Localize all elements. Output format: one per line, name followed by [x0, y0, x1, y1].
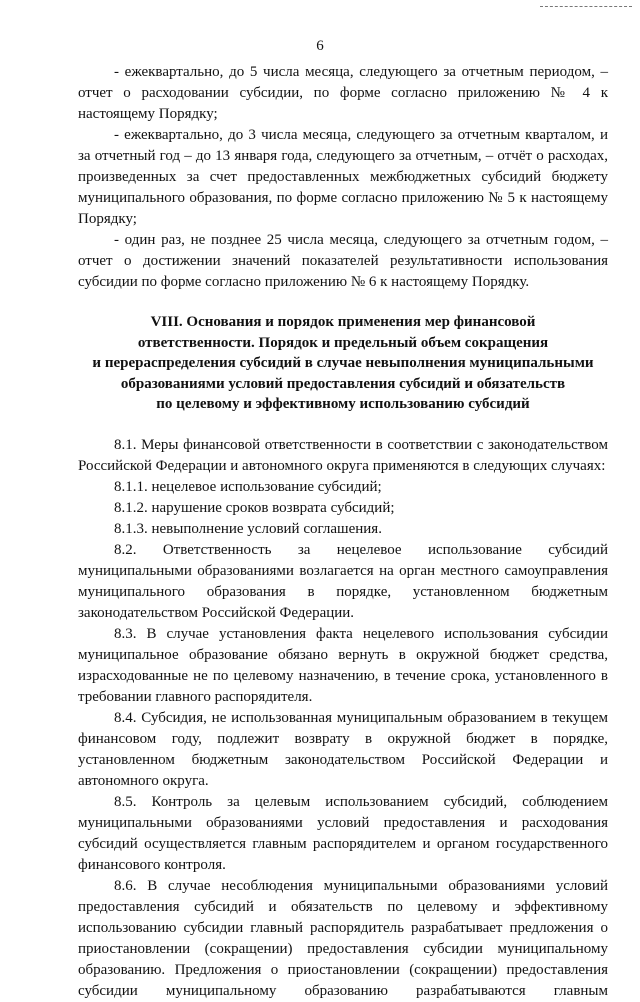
section-heading-line: по целевому и эффективному использованию субсидий	[156, 396, 530, 412]
section-heading-line: и перераспределения субсидий в случае невыполнения муниципальными	[92, 355, 594, 371]
paragraph-8-2: 8.2. Ответственность за нецелевое использование субсидий муниципальными образованиями возлагается на орган местного самоуправления муниципального образования в порядке, установленном бюджетным законодательством Российской Федерации.	[78, 541, 608, 621]
paragraph-8-1-3: 8.1.3. невыполнение условий соглашения.	[114, 520, 382, 537]
list-item-quarterly-5th: - ежеквартально, до 5 числа месяца, следующего за отчетным периодом, – отчет о расходовании субсидии, по форме согласно приложению № 4 к настоящему Порядку;	[78, 64, 608, 122]
paragraph-8-1-2: 8.1.2. нарушение сроков возврата субсидий;	[114, 499, 395, 516]
section-heading	[78, 312, 608, 415]
section-heading-line: VIII. Основания и порядок применения мер финансовой	[150, 314, 536, 330]
list-item-quarterly-3rd: - ежеквартально, до 3 числа месяца, следующего за отчетным кварталом, и за отчетный год – до 13 января года, следующего за отчетным, – отчёт о расходах, произведенных за счет предоставленных межбюджетных субсидий бюджету муниципального образования, по форме согласно приложению № 5 к настоящему Порядку;	[78, 127, 608, 227]
paragraph-8-5: 8.5. Контроль за целевым использованием субсидий, соблюдением муниципальными образованиями условий предоставления и расходования субсидий осуществляется главным распорядителем и органом государственного финансового контроля.	[78, 793, 608, 873]
section-heading-line: образованиями условий предоставления субсидий и обязательств	[120, 375, 566, 392]
top-edge-rule	[540, 6, 632, 7]
page-number: 6	[316, 38, 324, 54]
section-heading-line: ответственности. Порядок и предельный объем сокращения	[137, 334, 549, 351]
paragraph-8-4: 8.4. Субсидия, не использованная муниципальным образованием в текущем финансовом году, подлежит возврату в окружной бюджет в порядке, установленном бюджетным законодательством Российской Федерации и автономного округа.	[78, 709, 608, 789]
paragraph-8-1: 8.1. Меры финансовой ответственности в соответствии с законодательством Российской Федерации и автономного округа применяются в следующих случаях:	[78, 436, 608, 474]
list-item-annual-25th: - один раз, не позднее 25 числа месяца, следующего за отчетным годом, – отчет о достижении значений показателей результативности использования субсидии по форме согласно приложению № 6 к настоящему Порядку.	[78, 232, 608, 290]
paragraph-8-6: 8.6. В случае несоблюдения муниципальными образованиями условий предоставления субсидий и обязательств по целевому и эффективному использованию субсидии главный распорядитель разрабатывает предложения о приостановлении (сокращении) предоставления субсидии муниципальному образованию. Предложения о приостановлении (сокращении) предоставления субсидии муниципальному образованию разрабатываются главным	[78, 877, 608, 999]
paragraph-8-1-1: 8.1.1. нецелевое использование субсидий;	[114, 478, 382, 495]
document-body	[78, 62, 608, 1002]
paragraph-8-3: 8.3. В случае установления факта нецелевого использования субсидии муниципальное образование обязано вернуть в окружной бюджет средства, израсходованные не по целевому назначению, в течение срока, установленного в требовании главного распорядителя.	[78, 625, 608, 705]
